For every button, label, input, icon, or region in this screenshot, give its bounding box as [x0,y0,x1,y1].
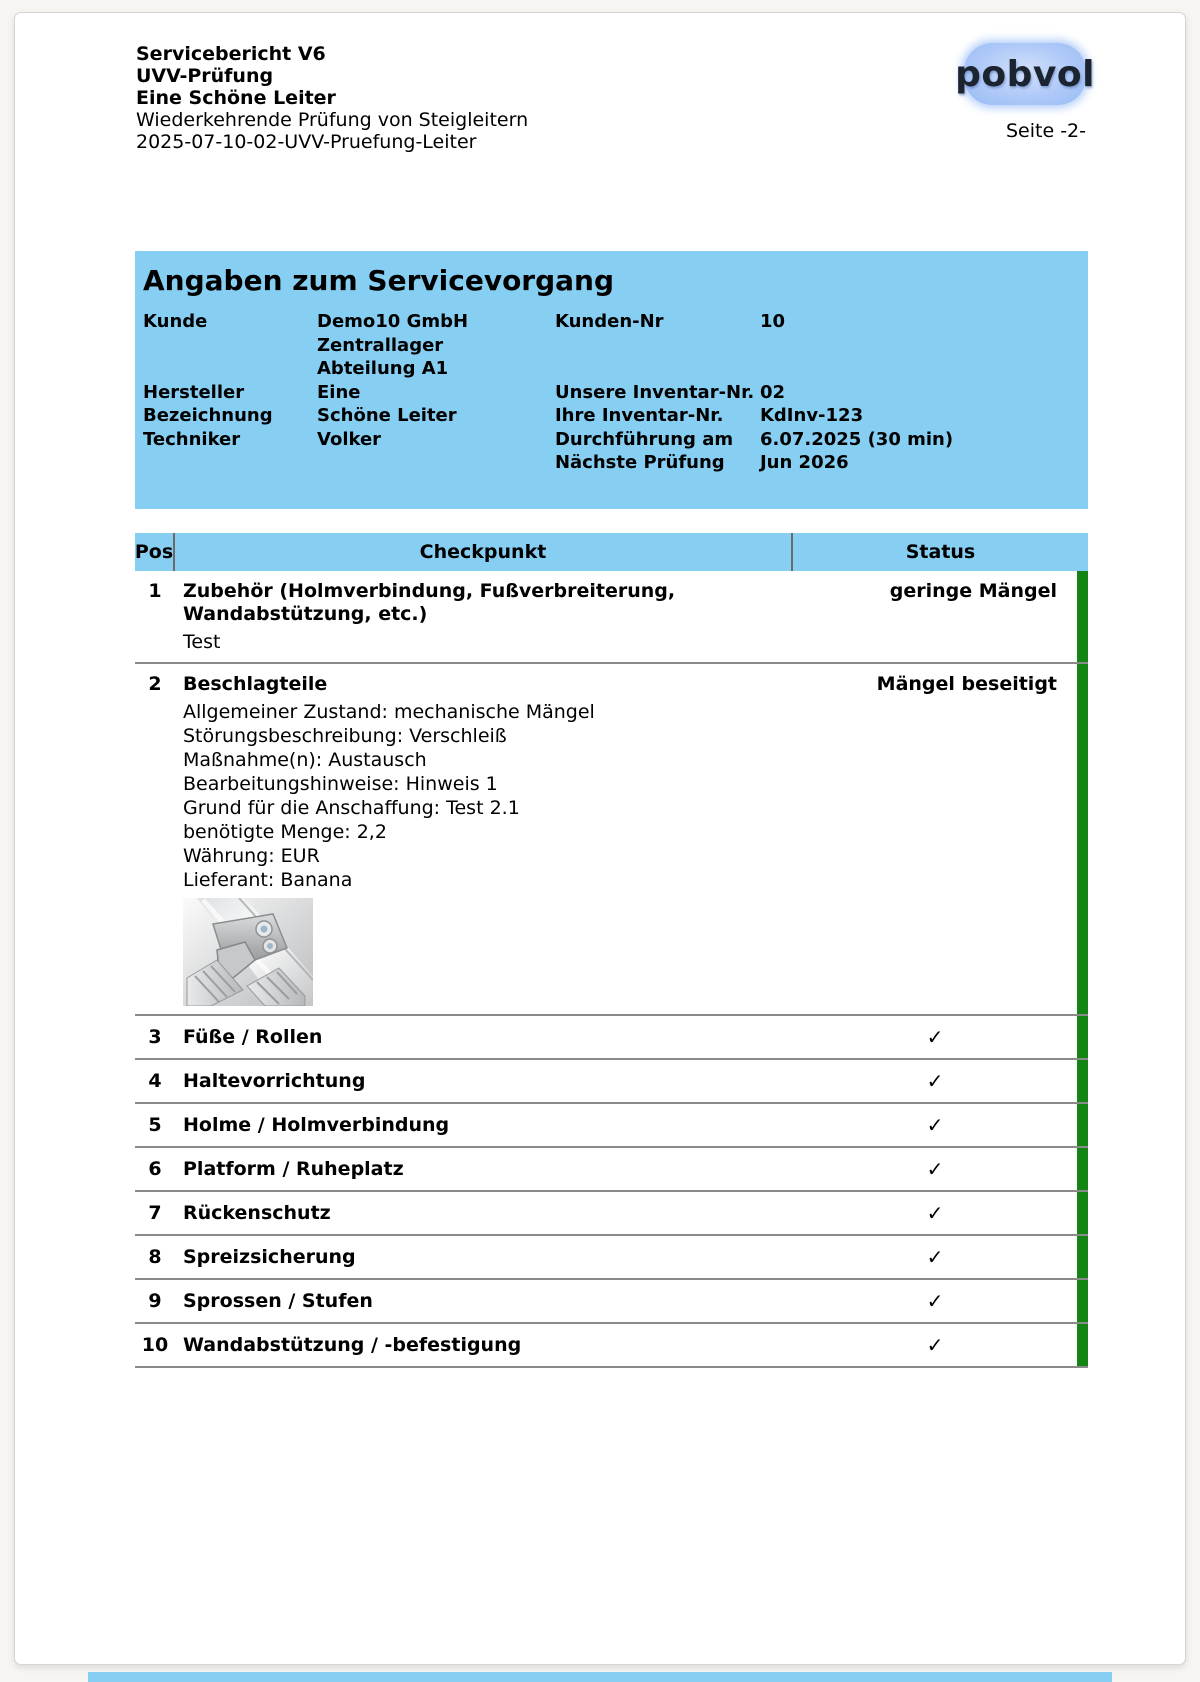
row-pos: 6 [148,1158,162,1180]
checkpoint-note-line: Bearbeitungshinweise: Hinweis 1 [183,773,498,795]
checklist-row [135,1322,1088,1366]
status-color-bar [1077,1324,1088,1366]
pobvol-logo-text: pobvol [955,53,1095,95]
checkpoint-note-line: Lieferant: Banana [183,869,353,891]
service-info-title: Angaben zum Servicevorgang [143,264,615,297]
column-header-pos: Pos [135,533,175,571]
checkpoint-note-line: Grund für die Anschaffung: Test 2.1 [183,797,520,819]
checkpoint-notes [183,700,793,892]
status-checkmark: ✓ [926,1333,944,1357]
status-color-bar [1077,1016,1088,1058]
checkpoint-title: Füße / Rollen [183,1025,323,1048]
status-checkmark: ✓ [926,1201,944,1225]
status-color-bar [1077,1060,1088,1102]
status-checkmark: ✓ [926,1157,944,1181]
info-field-label [143,334,317,358]
checklist-row [135,1234,1088,1278]
info-field-label: Durchführung am [554,428,734,450]
checklist-row [135,662,1088,1014]
report-title-line-2: UVV-Prüfung [136,65,274,87]
checklist-row [135,1058,1088,1102]
info-field-value: Abteilung A1 [317,358,449,379]
checkpoint-note-line: Test [183,631,221,653]
column-header-status: Status [905,541,976,563]
status-color-bar [1077,1280,1088,1322]
service-info-left-column [143,310,555,475]
checklist-row [135,1102,1088,1146]
status-color-bar [1077,664,1088,1014]
status-color-bar [1077,571,1088,662]
status-color-bar [1077,1192,1088,1234]
info-field-value: Volker [317,428,382,450]
info-field-value: KdInv-123 [759,405,864,426]
info-field-value: Jun 2026 [759,452,849,473]
row-checkpoint [175,1246,793,1269]
page-number: Seite -2- [1005,120,1086,142]
info-field-label: Bezeichnung [143,405,273,426]
status-color-bar [1077,1104,1088,1146]
info-field-label: Kunden-Nr [554,311,664,332]
report-page [14,12,1186,1665]
checkpoint-note-line: Währung: EUR [183,845,320,867]
row-checkpoint [175,664,793,1014]
row-pos: 3 [148,1026,162,1048]
row-pos: 1 [148,580,162,602]
row-checkpoint [175,1070,793,1093]
service-info-box [135,251,1088,509]
row-checkpoint [175,1334,793,1357]
next-page-top-strip [88,1672,1112,1682]
checkpoint-title: Platform / Ruheplatz [183,1157,404,1180]
checkpoint-title: Beschlagteile [183,673,328,695]
report-subtitle-line-2: 2025-07-10-02-UVV-Pruefung-Leiter [136,131,477,153]
info-field-label [555,334,760,358]
status-checkmark: ✓ [926,1069,944,1093]
row-pos: 9 [148,1290,162,1312]
info-field-value [760,357,1080,381]
info-field-value: 6.07.2025 (30 min) [759,428,954,450]
checkpoint-note-line: benötigte Menge: 2,2 [183,821,387,843]
checkpoint-title: Rückenschutz [183,1201,331,1224]
checklist-rows [135,571,1088,1368]
row-checkpoint [175,571,793,662]
row-pos: 5 [148,1114,162,1136]
checklist-row [135,1014,1088,1058]
checklist-row [135,1278,1088,1322]
checklist-table [135,533,1088,1368]
info-field-label: Hersteller [143,381,245,403]
status-text: Mängel beseitigt [876,673,1057,695]
checkpoint-title: Haltevorrichtung [183,1069,366,1092]
checkpoint-note-line: Allgemeiner Zustand: mechanische Mängel [183,701,595,723]
ladder-bracket-photo [183,898,313,1006]
row-pos: 2 [148,673,162,695]
service-info-right-column [555,310,1080,475]
report-title-line-1: Servicebericht V6 [136,43,326,65]
row-checkpoint [175,1290,793,1313]
row-checkpoint [175,1026,793,1049]
status-color-bar [1077,1148,1088,1190]
checkpoint-title: Holme / Holmverbindung [183,1113,450,1136]
checklist-header-row [135,533,1088,571]
row-checkpoint [175,1114,793,1137]
checklist-row [135,1146,1088,1190]
checkpoint-title: Zubehör (Holmverbindung, Fußverbreiterung, Wandabstützung, etc.) [183,580,676,625]
info-field-label: Techniker [143,428,241,450]
status-checkmark: ✓ [926,1245,944,1269]
status-text: geringe Mängel [889,580,1057,602]
status-checkmark: ✓ [926,1025,944,1049]
row-pos: 4 [148,1070,162,1092]
column-header-checkpunkt: Checkpunkt [175,533,793,571]
info-field-label: Kunde [143,311,208,332]
status-checkmark: ✓ [926,1289,944,1313]
checkpoint-note-line: Störungsbeschreibung: Verschleiß [183,725,507,747]
info-field-label: Nächste Prüfung [554,452,725,473]
checklist-row [135,571,1088,662]
info-field-label: Ihre Inventar-Nr. [554,405,724,426]
info-field-label [555,357,760,381]
info-field-value: 10 [759,311,786,332]
pobvol-logo [955,43,1095,105]
checkpoint-notes [183,630,793,654]
info-field-value: Eine [317,381,361,403]
status-checkmark: ✓ [926,1113,944,1137]
service-info-grid [143,310,1080,475]
info-field-label [143,357,317,381]
info-field-value: Demo10 GmbH [317,311,469,332]
checkpoint-title: Sprossen / Stufen [183,1289,373,1312]
report-subtitle-line-1: Wiederkehrende Prüfung von Steigleitern [136,109,529,131]
checklist-row [135,1190,1088,1234]
row-pos: 8 [148,1246,162,1268]
info-field-value [760,334,1080,358]
report-header [136,43,528,153]
row-pos: 10 [141,1334,169,1356]
info-field-value: 02 [759,381,786,403]
row-checkpoint [175,1158,793,1181]
row-checkpoint [175,1202,793,1225]
info-field-value: Schöne Leiter [317,405,457,426]
row-pos: 7 [148,1202,162,1224]
info-field-value: Zentrallager [317,334,444,356]
checkpoint-title: Wandabstützung / -befestigung [183,1333,522,1356]
info-field-label: Unsere Inventar-Nr. [554,381,755,403]
checkpoint-note-line: Maßnahme(n): Austausch [183,749,427,771]
report-title-line-3: Eine Schöne Leiter [136,87,336,109]
status-color-bar [1077,1236,1088,1278]
checkpoint-title: Spreizsicherung [183,1245,356,1268]
